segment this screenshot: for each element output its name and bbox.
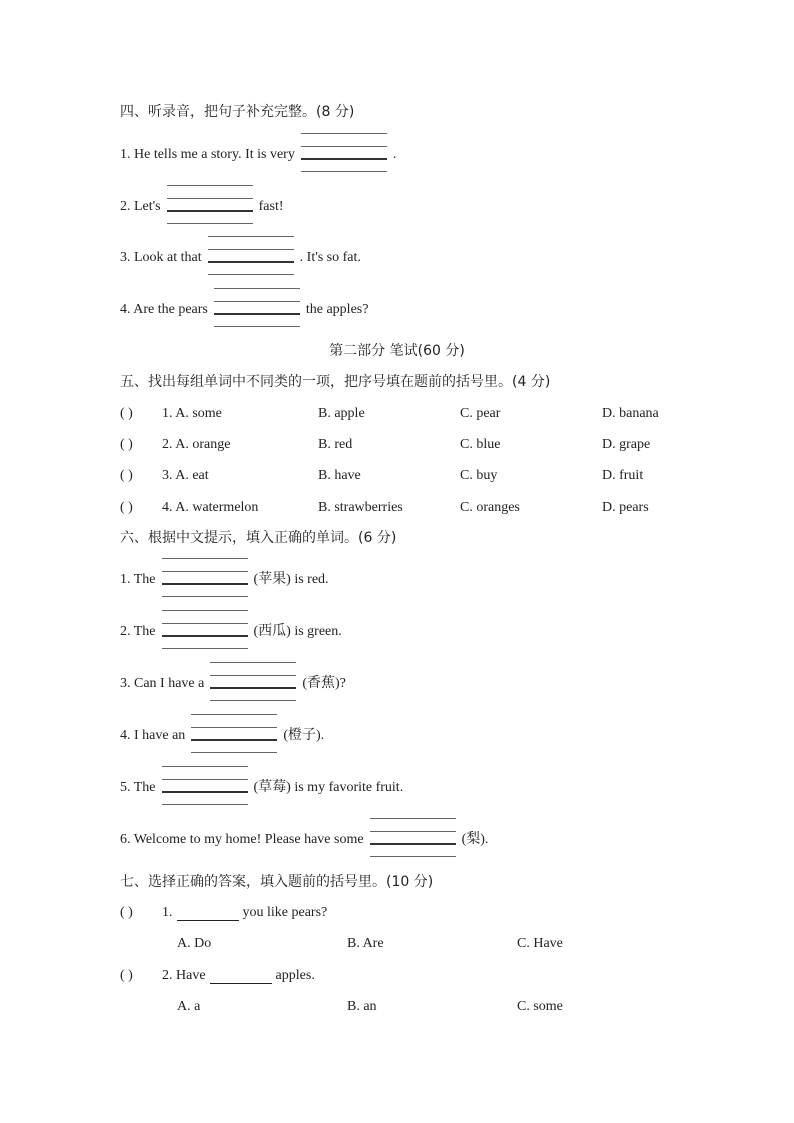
sec6-item-4 — [120, 726, 324, 746]
sec4-item-3 — [120, 248, 361, 268]
option-c: C. some — [517, 999, 563, 1014]
answer-blank[interactable] — [162, 778, 248, 798]
option-a: 1. A. some — [162, 406, 222, 421]
option-a: A. Do — [177, 936, 212, 951]
item-text: 2. The — [120, 624, 156, 639]
answer-parentheses[interactable]: ( ) — [120, 905, 133, 920]
answer-blank[interactable] — [162, 570, 248, 590]
answer-parentheses[interactable]: ( ) — [120, 968, 133, 983]
option-b: B. red — [318, 437, 353, 452]
option-a: 2. A. orange — [162, 437, 231, 452]
answer-blank[interactable] — [214, 300, 300, 320]
question-stem — [162, 966, 315, 986]
item-text: (草莓) is my favorite fruit. — [253, 780, 404, 795]
answer-blank[interactable] — [370, 830, 456, 850]
item-text: (苹果) is red. — [253, 572, 329, 587]
option-a: 4. A. watermelon — [162, 500, 259, 515]
item-text: 4. Are the pears — [120, 302, 208, 317]
option-b: B. have — [318, 468, 361, 483]
sec6-item-5 — [120, 778, 403, 798]
answer-blank[interactable] — [210, 674, 296, 694]
section-4-title: 四、听录音，把句子补充完整。(8 分) — [120, 104, 355, 120]
answer-parentheses[interactable]: ( ) — [120, 500, 133, 515]
item-text: (橙子). — [283, 728, 325, 743]
section-6-title: 六、根据中文提示，填入正确的单词。(6 分) — [120, 530, 397, 546]
part-2-heading: 第二部分 笔试(60 分) — [329, 343, 465, 359]
item-text: 5. The — [120, 780, 156, 795]
option-d: D. banana — [602, 406, 659, 421]
section-7-title: 七、选择正确的答案，填入题前的括号里。(10 分) — [120, 874, 434, 890]
option-d: D. grape — [602, 437, 651, 452]
question-text: you like pears? — [242, 905, 328, 920]
question-number: 1. — [162, 905, 173, 920]
item-text: 3. Look at that — [120, 250, 202, 265]
item-text: fast! — [258, 199, 284, 214]
sec4-item-4 — [120, 300, 368, 320]
answer-parentheses[interactable]: ( ) — [120, 406, 133, 421]
answer-underline[interactable] — [210, 968, 272, 984]
question-stem — [162, 903, 327, 923]
option-b: B. an — [347, 999, 377, 1014]
option-c: C. buy — [460, 468, 498, 483]
option-c: C. blue — [460, 437, 501, 452]
item-text: (香蕉)? — [302, 676, 346, 691]
answer-blank[interactable] — [162, 622, 248, 642]
option-b: B. Are — [347, 936, 384, 951]
answer-blank[interactable] — [167, 197, 253, 217]
item-text: 4. I have an — [120, 728, 186, 743]
option-a: A. a — [177, 999, 201, 1014]
item-text: 1. The — [120, 572, 156, 587]
sec6-item-6 — [120, 830, 488, 850]
item-text: 3. Can I have a — [120, 676, 205, 691]
option-a: 3. A. eat — [162, 468, 209, 483]
sec6-item-3 — [120, 674, 346, 694]
answer-parentheses[interactable]: ( ) — [120, 437, 133, 452]
item-text: . — [392, 147, 397, 162]
answer-blank[interactable] — [191, 726, 277, 746]
item-text: 2. Let's — [120, 199, 161, 214]
answer-blank[interactable] — [208, 248, 294, 268]
item-text: . It's so fat. — [299, 250, 361, 265]
option-d: D. fruit — [602, 468, 644, 483]
sec6-item-2 — [120, 622, 342, 642]
option-b: B. strawberries — [318, 500, 403, 515]
item-text: 6. Welcome to my home! Please have some — [120, 832, 364, 847]
item-text: (西瓜) is green. — [253, 624, 342, 639]
sec4-item-1 — [120, 145, 396, 165]
answer-parentheses[interactable]: ( ) — [120, 468, 133, 483]
question-number: 2. Have — [162, 968, 206, 983]
question-text: apples. — [275, 968, 315, 983]
option-c: C. pear — [460, 406, 501, 421]
item-text: 1. He tells me a story. It is very — [120, 147, 295, 162]
section-5-title: 五、找出每组单词中不同类的一项，把序号填在题前的括号里。(4 分) — [120, 374, 551, 390]
option-c: C. Have — [517, 936, 563, 951]
sec6-item-1 — [120, 570, 329, 590]
answer-underline[interactable] — [177, 905, 239, 921]
option-d: D. pears — [602, 500, 649, 515]
option-b: B. apple — [318, 406, 365, 421]
item-text: (梨). — [461, 832, 489, 847]
sec4-item-2 — [120, 197, 284, 217]
answer-blank[interactable] — [301, 145, 387, 165]
option-c: C. oranges — [460, 500, 520, 515]
item-text: the apples? — [305, 302, 369, 317]
